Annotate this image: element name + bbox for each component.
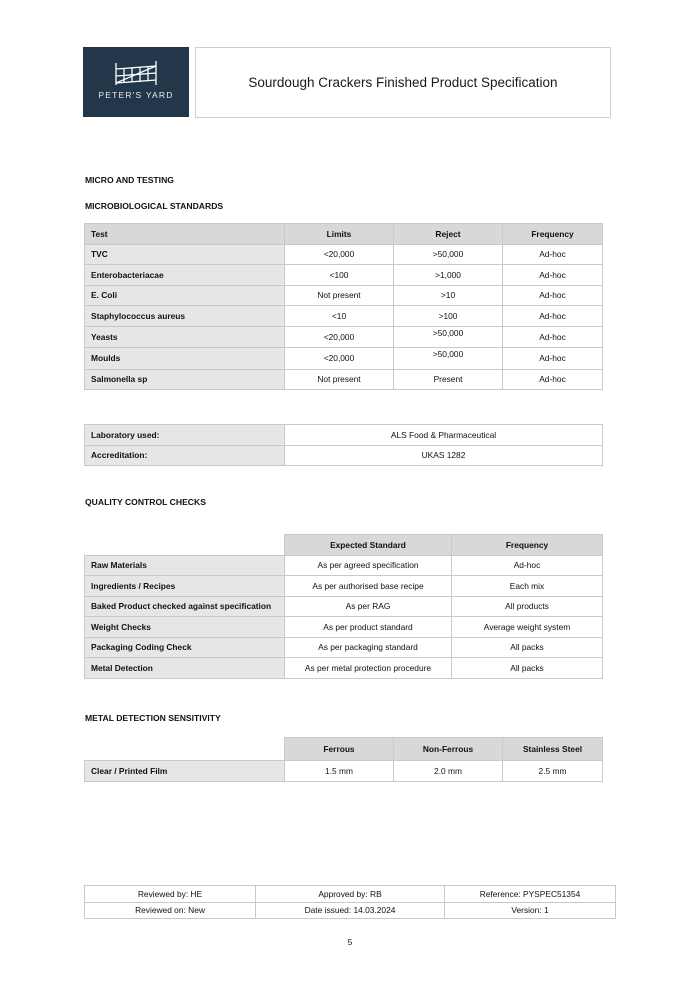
table-cell: As per agreed specification <box>285 555 452 576</box>
row-label: Ingredients / Recipes <box>85 576 285 597</box>
column-header <box>85 738 285 761</box>
table-cell: Not present <box>285 285 394 306</box>
table-row <box>85 761 603 782</box>
table-cell: >100 <box>394 306 503 327</box>
table-cell: Ad-hoc <box>503 326 603 348</box>
table-header-row <box>85 224 603 245</box>
table-cell: Ad-hoc <box>503 306 603 327</box>
row-label: Clear / Printed Film <box>85 761 285 782</box>
reviewed-on: Reviewed on: New <box>85 902 256 919</box>
table-cell: As per authorised base recipe <box>285 576 452 597</box>
column-header: Frequency <box>452 535 603 556</box>
table-cell: ALS Food & Pharmaceutical <box>285 425 603 446</box>
page-number: 5 <box>347 937 353 947</box>
table-cell: Average weight system <box>452 617 603 638</box>
row-label: Moulds <box>85 348 285 370</box>
table-row <box>85 244 603 265</box>
column-header: Non-Ferrous <box>394 738 503 761</box>
version: Version: 1 <box>445 902 616 919</box>
document-title: Sourdough Crackers Finished Product Specification <box>195 47 611 118</box>
table-cell: All packs <box>452 637 603 658</box>
table-cell: UKAS 1282 <box>285 445 603 466</box>
section-heading-micro-standards: MICROBIOLOGICAL STANDARDS <box>85 201 224 211</box>
reviewed-by: Reviewed by: HE <box>85 886 256 903</box>
row-label: Accreditation: <box>85 445 285 466</box>
table-cell: Ad-hoc <box>503 285 603 306</box>
table-cell: Not present <box>285 369 394 390</box>
row-label: Yeasts <box>85 326 285 348</box>
row-label: Laboratory used: <box>85 425 285 446</box>
document-footer-table <box>84 885 616 919</box>
column-header <box>85 535 285 556</box>
table-cell: All packs <box>452 658 603 679</box>
reference: Reference: PYSPEC51354 <box>445 886 616 903</box>
table-cell: 2.0 mm <box>394 761 503 782</box>
table-cell: Ad-hoc <box>503 369 603 390</box>
table-cell: 1.5 mm <box>285 761 394 782</box>
table-cell: Ad-hoc <box>452 555 603 576</box>
column-header: Stainless Steel <box>503 738 603 761</box>
column-header: Test <box>85 224 285 245</box>
section-heading-quality-checks: QUALITY CONTROL CHECKS <box>85 497 206 507</box>
table-cell: >50,000 <box>394 326 503 348</box>
table-row <box>85 902 616 919</box>
date-issued: Date issued: 14.03.2024 <box>256 902 445 919</box>
table-cell: 2.5 mm <box>503 761 603 782</box>
table-row <box>85 348 603 370</box>
column-header: Reject <box>394 224 503 245</box>
table-row <box>85 369 603 390</box>
approved-by: Approved by: RB <box>256 886 445 903</box>
table-cell: As per product standard <box>285 617 452 638</box>
table-row <box>85 306 603 327</box>
table-cell: As per packaging standard <box>285 637 452 658</box>
table-row <box>85 326 603 348</box>
section-heading-metal-detection: METAL DETECTION SENSITIVITY <box>85 713 221 723</box>
column-header: Frequency <box>503 224 603 245</box>
table-cell: Each mix <box>452 576 603 597</box>
row-label: Raw Materials <box>85 555 285 576</box>
table-cell: Ad-hoc <box>503 265 603 286</box>
table-cell: <100 <box>285 265 394 286</box>
table-row <box>85 265 603 286</box>
table-cell: Ad-hoc <box>503 348 603 370</box>
column-header: Limits <box>285 224 394 245</box>
table-cell: As per RAG <box>285 596 452 617</box>
table-cell: All products <box>452 596 603 617</box>
row-label: E. Coli <box>85 285 285 306</box>
quality-control-table <box>84 534 603 679</box>
table-cell: <20,000 <box>285 244 394 265</box>
table-header-row <box>85 535 603 556</box>
table-row <box>85 425 603 446</box>
table-cell: >10 <box>394 285 503 306</box>
row-label: Packaging Coding Check <box>85 637 285 658</box>
table-cell: <10 <box>285 306 394 327</box>
table-row <box>85 285 603 306</box>
table-row <box>85 886 616 903</box>
table-row <box>85 658 603 679</box>
table-header-row <box>85 738 603 761</box>
row-label: TVC <box>85 244 285 265</box>
table-cell: <20,000 <box>285 326 394 348</box>
table-row <box>85 617 603 638</box>
brand-name: PETER'S YARD <box>98 90 174 100</box>
table-cell: Ad-hoc <box>503 244 603 265</box>
table-row <box>85 445 603 466</box>
table-cell: >50,000 <box>394 348 503 370</box>
laboratory-table <box>84 424 603 466</box>
gate-icon <box>113 59 159 87</box>
table-cell: >50,000 <box>394 244 503 265</box>
table-row <box>85 576 603 597</box>
row-label: Staphylococcus aureus <box>85 306 285 327</box>
micro-standards-table <box>84 223 603 390</box>
table-cell: <20,000 <box>285 348 394 370</box>
table-cell: Present <box>394 369 503 390</box>
row-label: Salmonella sp <box>85 369 285 390</box>
column-header: Ferrous <box>285 738 394 761</box>
brand-logo <box>83 47 189 117</box>
table-cell: >1,000 <box>394 265 503 286</box>
section-heading-micro-testing: MICRO AND TESTING <box>85 175 174 185</box>
table-row <box>85 637 603 658</box>
row-label: Enterobacteriacae <box>85 265 285 286</box>
metal-detection-table <box>84 737 603 782</box>
row-label: Metal Detection <box>85 658 285 679</box>
table-cell: As per metal protection procedure <box>285 658 452 679</box>
table-row <box>85 555 603 576</box>
row-label: Baked Product checked against specification <box>85 596 285 617</box>
table-row <box>85 596 603 617</box>
column-header: Expected Standard <box>285 535 452 556</box>
row-label: Weight Checks <box>85 617 285 638</box>
